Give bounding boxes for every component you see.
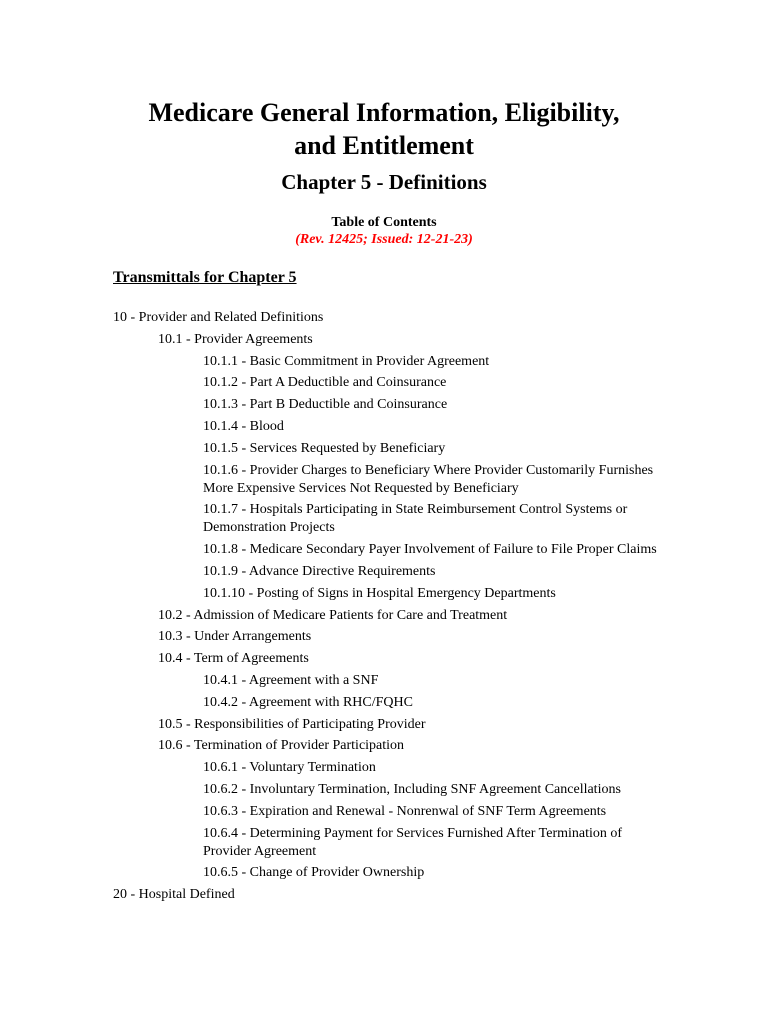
toc-entry-level-1[interactable]: 20 - Hospital Defined xyxy=(113,887,235,903)
toc-entry-level-2[interactable]: 10.1 - Provider Agreements xyxy=(158,331,313,347)
revision-note: (Rev. 12425; Issued: 12-21-23) xyxy=(295,232,473,247)
chapter-title: Chapter 5 - Definitions xyxy=(281,170,487,194)
toc-entry-level-2[interactable]: 10.2 - Admission of Medicare Patients for Care and Treatment xyxy=(158,607,508,623)
toc-entry-level-3[interactable]: 10.1.3 - Part B Deductible and Coinsurance xyxy=(203,397,448,413)
toc-entry-level-3[interactable]: 10.1.1 - Basic Commitment in Provider Agreement xyxy=(203,353,490,369)
toc-entry-level-3[interactable]: 10.6.5 - Change of Provider Ownership xyxy=(203,865,425,881)
toc-entry-level-3[interactable]: 10.1.8 - Medicare Secondary Payer Involvement of Failure to File Proper Claims xyxy=(203,542,657,558)
toc-entry-level-3[interactable]: 10.1.2 - Part A Deductible and Coinsurance xyxy=(203,375,447,391)
toc-entry-level-3[interactable]: 10.1.6 - Provider Charges to Beneficiary Where Provider Customarily Furnishes More Expensive Services Not Requested by Beneficiary xyxy=(203,462,654,496)
toc-entry-level-1[interactable]: 10 - Provider and Related Definitions xyxy=(113,310,324,325)
transmittals-link[interactable]: Transmittals for Chapter 5 xyxy=(113,269,297,286)
toc-entry-level-3[interactable]: 10.6.1 - Voluntary Termination xyxy=(203,760,376,776)
toc-entry-level-3[interactable]: 10.6.3 - Expiration and Renewal - Nonrenwal of SNF Term Agreements xyxy=(203,803,607,819)
document-title-line-1: Medicare General Information, Eligibility, xyxy=(148,98,620,127)
toc-entry-level-3[interactable]: 10.1.5 - Services Requested by Beneficiary xyxy=(203,440,446,456)
toc-entry-level-2[interactable]: 10.3 - Under Arrangements xyxy=(158,629,312,645)
toc-entry-level-2[interactable]: 10.5 - Responsibilities of Participating Provider xyxy=(158,716,426,732)
toc-heading: Table of Contents xyxy=(331,215,437,230)
toc-entry-level-3[interactable]: 10.6.4 - Determining Payment for Services Furnished After Termination of Provider Agreement xyxy=(203,825,623,859)
toc-entry-level-3[interactable]: 10.4.2 - Agreement with RHC/FQHC xyxy=(203,694,413,710)
toc-entry-level-3[interactable]: 10.1.10 - Posting of Signs in Hospital Emergency Departments xyxy=(203,585,556,601)
toc-entry-level-2[interactable]: 10.4 - Term of Agreements xyxy=(158,651,309,667)
toc-entry-level-3[interactable]: 10.1.7 - Hospitals Participating in State Reimbursement Control Systems or Demonstration Projects xyxy=(203,502,628,536)
toc-entry-level-3[interactable]: 10.1.9 - Advance Directive Requirements xyxy=(203,564,436,579)
toc-entry-level-2[interactable]: 10.6 - Termination of Provider Participation xyxy=(158,738,405,754)
toc-entry-level-3[interactable]: 10.1.4 - Blood xyxy=(203,419,284,434)
toc-entry-level-3[interactable]: 10.4.1 - Agreement with a SNF xyxy=(203,673,379,688)
document-title xyxy=(0,96,768,162)
toc-entry-level-3[interactable]: 10.6.2 - Involuntary Termination, Including SNF Agreement Cancellations xyxy=(203,782,621,797)
document-title-line-2: and Entitlement xyxy=(294,131,474,160)
